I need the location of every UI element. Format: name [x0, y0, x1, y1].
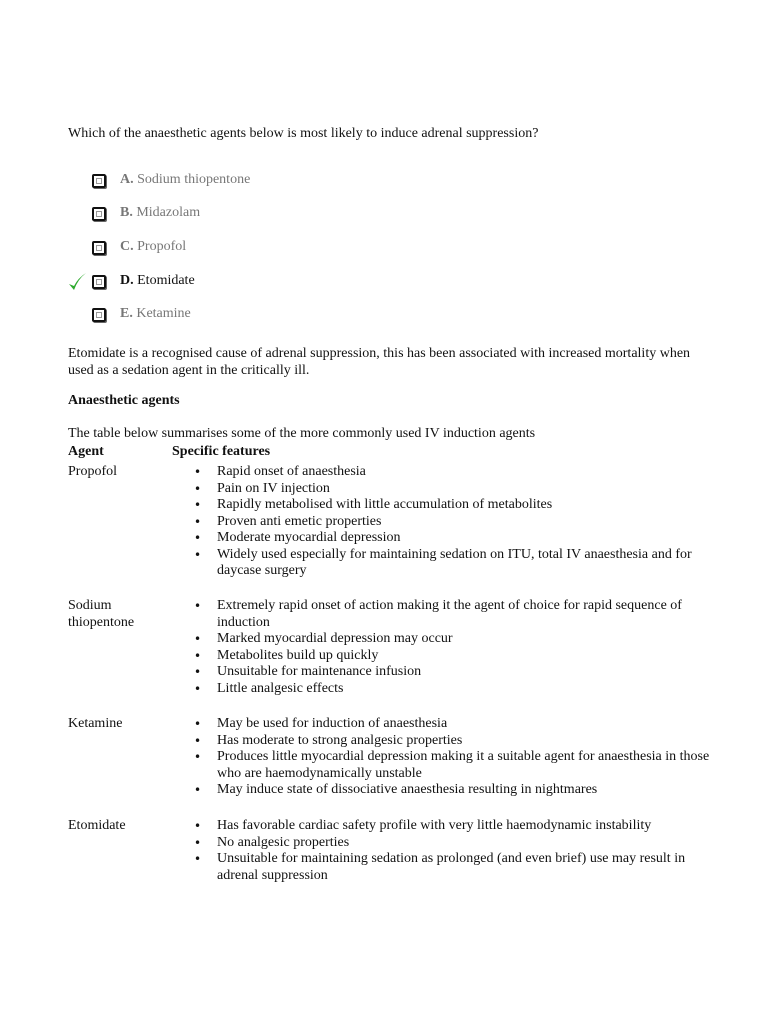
feature-list: [217, 598, 717, 697]
feature-item: • Has favorable cardiac safety profile with very little haemodynamic instability: [217, 818, 717, 835]
option-e[interactable]: [0, 306, 768, 326]
option-d[interactable]: [0, 273, 768, 293]
option-c-label: Propofol: [137, 239, 187, 254]
option-e-label: Ketamine: [136, 306, 191, 321]
table-intro: The table below summarises some of the more commonly used IV induction agents: [68, 426, 536, 441]
question-text: Which of the anaesthetic agents below is most likely to induce adrenal suppression?: [68, 126, 539, 141]
feature-item: • Unsuitable for maintaining sedation as prolonged (and even brief) use may result in adrenal suppression: [217, 851, 717, 884]
option-d-label: Etomidate: [137, 273, 195, 288]
feature-item: • Produces little myocardial depression making it a suitable agent for anaesthesia in those who are haemodynamically unstable: [217, 749, 717, 782]
feature-item: • Rapid onset of anaesthesia: [217, 464, 717, 481]
correct-check-icon: [67, 271, 87, 293]
feature-item: • Metabolites build up quickly: [217, 648, 717, 665]
feature-item: • Proven anti emetic properties: [217, 514, 717, 531]
option-a[interactable]: [0, 172, 768, 192]
option-d-letter: D.: [120, 273, 134, 288]
agent-name: Propofol: [68, 464, 117, 479]
feature-item: • May induce state of dissociative anaesthesia resulting in nightmares: [217, 782, 717, 799]
feature-item: • Widely used especially for maintaining sedation on ITU, total IV anaesthesia and for daycase surgery: [217, 547, 717, 580]
column-header-features: Specific features: [172, 444, 271, 459]
option-b-label: Midazolam: [136, 205, 201, 220]
option-a-label: Sodium thiopentone: [137, 172, 251, 187]
option-b-letter: B.: [120, 205, 133, 220]
agent-name: Sodium thiopentone: [68, 598, 135, 630]
option-c[interactable]: [0, 239, 768, 259]
feature-item: • Unsuitable for maintenance infusion: [217, 664, 717, 681]
option-d-checkbox[interactable]: [92, 275, 106, 289]
feature-item: • Rapidly metabolised with little accumulation of metabolites: [217, 497, 717, 514]
option-a-checkbox[interactable]: [92, 174, 106, 188]
option-b-checkbox[interactable]: [92, 207, 106, 221]
feature-item: • May be used for induction of anaesthesia: [217, 716, 717, 733]
feature-list: [217, 464, 717, 580]
option-c-checkbox[interactable]: [92, 241, 106, 255]
feature-item: • Moderate myocardial depression: [217, 530, 717, 547]
feature-item: • No analgesic properties: [217, 835, 717, 852]
feature-item: • Little analgesic effects: [217, 681, 717, 698]
feature-list: [217, 818, 717, 884]
feature-item: • Has moderate to strong analgesic properties: [217, 733, 717, 750]
feature-item: • Extremely rapid onset of action making it the agent of choice for rapid sequence of induction: [217, 598, 717, 631]
option-c-letter: C.: [120, 239, 134, 254]
agent-name: Ketamine: [68, 716, 123, 731]
option-b[interactable]: [0, 205, 768, 225]
option-e-checkbox[interactable]: [92, 308, 106, 322]
feature-item: • Pain on IV injection: [217, 481, 717, 498]
agent-name: Etomidate: [68, 818, 126, 833]
section-heading: Anaesthetic agents: [68, 393, 180, 408]
column-header-agent: Agent: [68, 444, 104, 459]
option-a-letter: A.: [120, 172, 134, 187]
feature-item: • Marked myocardial depression may occur: [217, 631, 717, 648]
option-e-letter: E.: [120, 306, 133, 321]
explanation-text: Etomidate is a recognised cause of adrenal suppression, this has been associated with increased mortality when used as a sedation agent in the critically ill.: [68, 346, 691, 378]
feature-list: [217, 716, 717, 799]
